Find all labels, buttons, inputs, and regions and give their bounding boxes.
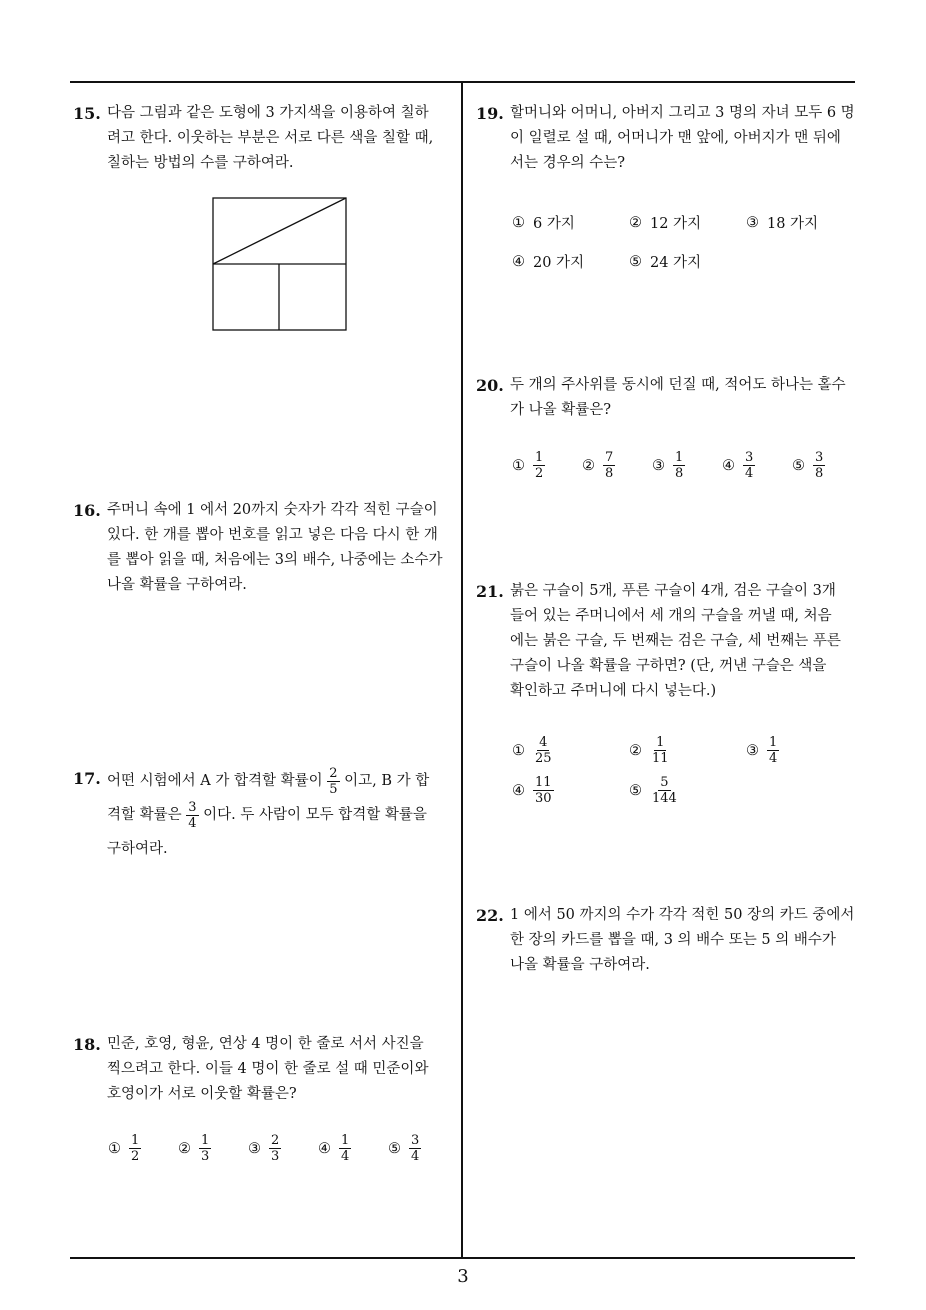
question-21 — [476, 579, 858, 704]
question-number: 15. — [73, 104, 101, 123]
question-text — [476, 579, 858, 704]
question-text — [476, 101, 858, 176]
choice-3[interactable]: ③ $\frac{1}{8}$ — [652, 450, 684, 481]
question-18 — [73, 1032, 455, 1107]
question-text — [73, 101, 455, 176]
text-line: 려고 한다. 이웃하는 부분은 서로 다른 색을 칠할 때, — [107, 130, 434, 146]
text-line: 있다. 한 개를 뽑아 번호를 읽고 넣은 다음 다시 한 개 — [107, 527, 438, 543]
choice-5[interactable]: ⑤ $\frac{3}{4}$ — [388, 1133, 420, 1164]
text-line: 두 개의 주사위를 동시에 던질 때, 적어도 하나는 홀수 — [510, 377, 846, 393]
text-line: 칠하는 방법의 수를 구하여라. — [107, 155, 294, 171]
text-line: 1 에서 50 까지의 수가 각각 적힌 50 장의 카드 중에서 — [510, 907, 855, 923]
figure-diagonal — [213, 198, 346, 264]
choice-1[interactable]: ① $\frac{1}{2}$ — [512, 450, 544, 481]
text-line: 붉은 구슬이 5개, 푸른 구슬이 4개, 검은 구슬이 3개 — [510, 583, 836, 599]
fraction: $\frac{3}{4}$ — [188, 799, 197, 831]
choice-1[interactable]: ① 6 가지 — [512, 214, 575, 232]
choice-5[interactable]: ⑤ $\frac{3}{8}$ — [792, 450, 824, 481]
text-line: 를 뽑아 읽을 때, 처음에는 3의 배수, 나중에는 소수가 — [107, 552, 443, 568]
text-line: 이 일렬로 설 때, 어머니가 맨 앞에, 아버지가 맨 뒤에 — [510, 130, 841, 146]
text-line: 구하여라. — [107, 841, 168, 857]
question-number: 16. — [73, 501, 101, 520]
choice-2[interactable]: ② $\frac{7}{8}$ — [582, 450, 614, 481]
region-figure — [211, 196, 349, 332]
choice-1[interactable]: ① $\frac{4}{25}$ — [512, 735, 552, 766]
text-line: 주머니 속에 1 에서 20까지 숫자가 각각 적힌 구슬이 — [107, 502, 438, 518]
answer-choices-18 — [108, 1133, 448, 1173]
answer-choices-20 — [512, 450, 852, 490]
question-22 — [476, 903, 858, 978]
choice-5[interactable]: ⑤ 24 가지 — [629, 253, 702, 271]
question-text — [73, 764, 455, 866]
choice-1[interactable]: ① $\frac{1}{2}$ — [108, 1133, 140, 1164]
text-line: 에는 붉은 구슬, 두 번째는 검은 구슬, 세 번째는 푸른 — [510, 633, 841, 649]
choice-3[interactable]: ③ $\frac{2}{3}$ — [248, 1133, 280, 1164]
choice-4[interactable]: ④ 20 가지 — [512, 253, 585, 271]
text-line: 가 나올 확률은? — [510, 402, 612, 418]
text-line: 할머니와 어머니, 아버지 그리고 3 명의 자녀 모두 6 명 — [510, 105, 855, 121]
text-line: 확인하고 주머니에 다시 넣는다.) — [510, 683, 717, 699]
answer-choices-21 — [512, 735, 852, 815]
bottom-rule — [70, 1257, 855, 1259]
choice-5[interactable]: ⑤ $\frac{5}{144}$ — [629, 775, 677, 806]
choice-2[interactable]: ② $\frac{1}{11}$ — [629, 735, 669, 766]
question-20 — [476, 373, 858, 423]
text-line: 호영이가 서로 이웃할 확률은? — [107, 1086, 297, 1102]
fraction: $\frac{2}{5}$ — [329, 765, 338, 797]
text-line: 민준, 호영, 형윤, 연상 4 명이 한 줄로 서서 사진을 — [107, 1036, 424, 1052]
question-number: 20. — [476, 376, 504, 395]
text-line: 격할 확률은 $\frac{3}{4}$ 이다. 두 사람이 모두 합격할 확률을 — [107, 799, 427, 831]
text-line: 한 장의 카드를 뽑을 때, 3 의 배수 또는 5 의 배수가 — [510, 932, 836, 948]
question-text — [476, 373, 858, 423]
question-text — [476, 903, 858, 978]
choice-2[interactable]: ② 12 가지 — [629, 214, 702, 232]
choice-4[interactable]: ④ $\frac{3}{4}$ — [722, 450, 754, 481]
text-line: 나올 확률을 구하여라. — [510, 957, 650, 973]
question-number: 22. — [476, 906, 504, 925]
question-text — [73, 1032, 455, 1107]
question-number: 21. — [476, 582, 504, 601]
choice-4[interactable]: ④ $\frac{11}{30}$ — [512, 775, 552, 806]
text-line: 찍으려고 한다. 이들 4 명이 한 줄로 설 때 민준이와 — [107, 1061, 429, 1077]
answer-choices-19 — [512, 212, 852, 282]
choice-3[interactable]: ③ 18 가지 — [746, 214, 819, 232]
top-rule — [70, 81, 855, 83]
question-17 — [73, 764, 455, 866]
question-number: 19. — [476, 104, 504, 123]
page-number: 3 — [457, 1266, 469, 1287]
column-divider — [461, 82, 463, 1258]
text-line: 들어 있는 주머니에서 세 개의 구슬을 꺼낼 때, 처음 — [510, 608, 832, 624]
text-line: 나올 확률을 구하여라. — [107, 577, 247, 593]
question-19 — [476, 101, 858, 176]
choice-3[interactable]: ③ $\frac{1}{4}$ — [746, 735, 778, 766]
text-line: 어떤 시험에서 A 가 합격할 확률이 $\frac{2}{5}$ 이고, B 가 합 — [107, 765, 430, 797]
choice-2[interactable]: ② $\frac{1}{3}$ — [178, 1133, 210, 1164]
question-16 — [73, 498, 455, 598]
question-number: 17. — [73, 769, 101, 788]
question-15 — [73, 101, 455, 176]
question-text — [73, 498, 455, 598]
text-line: 서는 경우의 수는? — [510, 155, 626, 171]
choice-4[interactable]: ④ $\frac{1}{4}$ — [318, 1133, 350, 1164]
text-line: 다음 그림과 같은 도형에 3 가지색을 이용하여 칠하 — [107, 105, 429, 121]
question-number: 18. — [73, 1035, 101, 1054]
text-line: 구슬이 나올 확률을 구하면? (단, 꺼낸 구슬은 색을 — [510, 658, 827, 674]
